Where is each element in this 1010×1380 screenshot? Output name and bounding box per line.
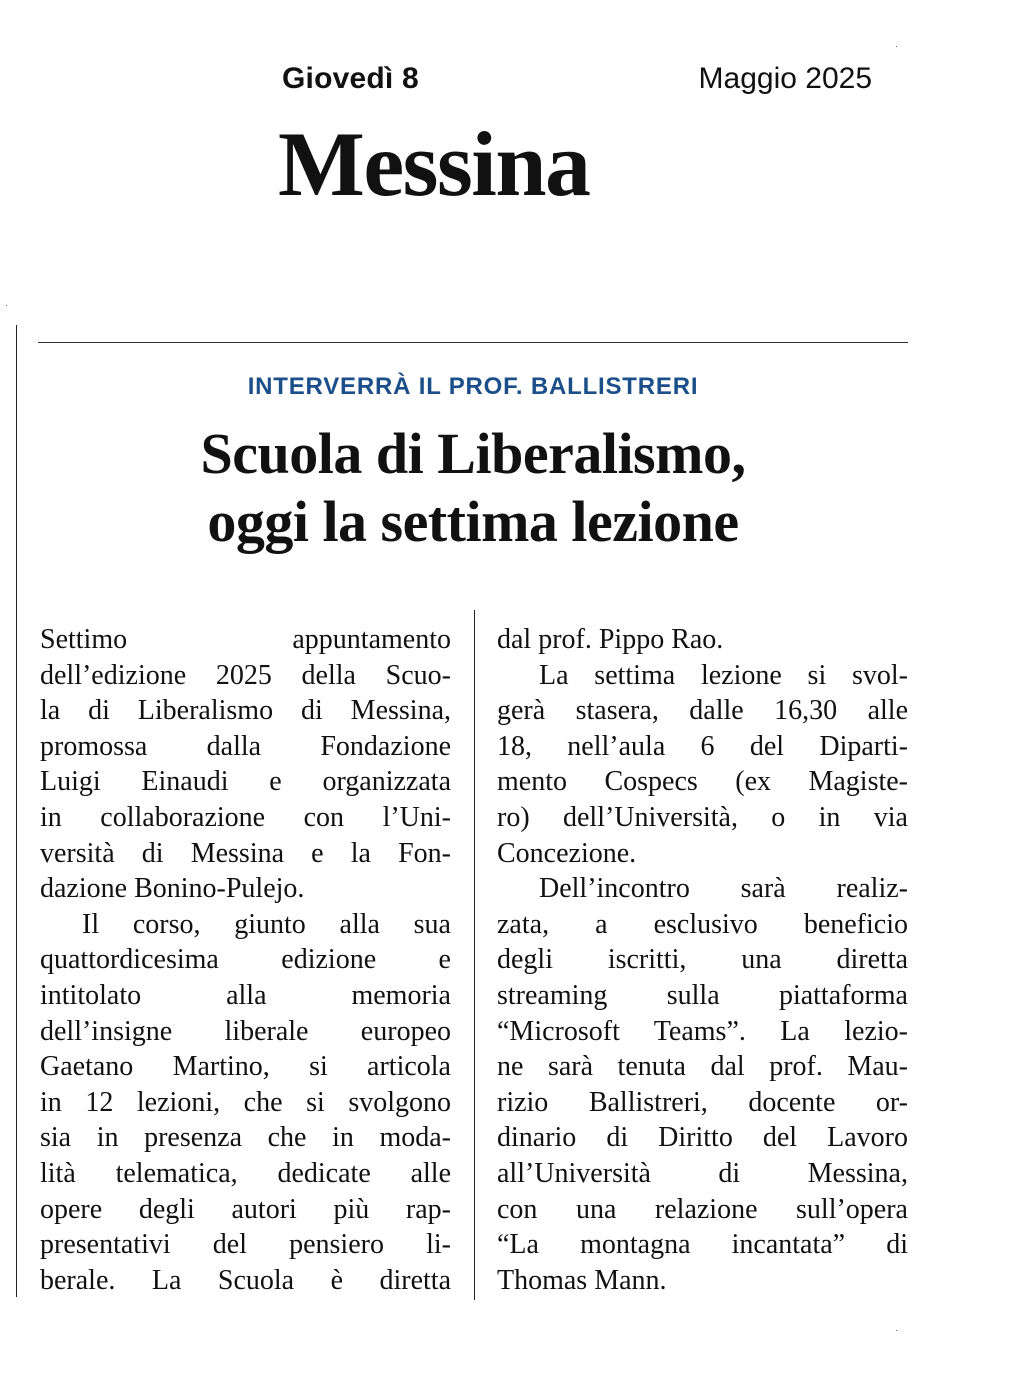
text-line: Gaetano Martino, si articola [40, 1051, 451, 1083]
paragraph [497, 622, 908, 658]
text-line: dell’insigne liberale europeo [40, 1015, 451, 1047]
paragraph [40, 622, 451, 907]
text-line: ro) dell’Università, o in via [497, 801, 908, 833]
text-line: 18, nell’aula 6 del Diparti- [497, 730, 908, 762]
article-kicker: INTERVERRÀ IL PROF. BALLISTRERI [247, 373, 699, 400]
text-line: mento Cospecs (ex Magiste- [497, 766, 908, 798]
text-line: Luigi Einaudi e organizzata [40, 766, 451, 798]
text-line: berale. La Scuola è diretta [40, 1264, 451, 1296]
text-line: “La montagna incantata” di [497, 1229, 908, 1261]
text-line: sia in presenza che in moda- [40, 1122, 451, 1154]
text-line: lità telematica, dedicate alle [40, 1157, 451, 1189]
text-line: promossa dalla Fondazione [40, 730, 451, 762]
article-body-left-column [40, 622, 451, 1298]
crop-mark [896, 1330, 897, 1331]
text-line: Settimo appuntamento [40, 624, 451, 655]
article-headline [0, 420, 946, 556]
paragraph [497, 871, 908, 1298]
section-title: Messina [278, 113, 590, 215]
text-line: presentativi del pensiero li- [40, 1229, 451, 1261]
text-line: ne sarà tenuta dal prof. Mau- [497, 1051, 908, 1083]
text-line: Concezione. [497, 837, 637, 869]
text-line: intitolato alla memoria [40, 979, 451, 1011]
column-divider [474, 610, 475, 1300]
text-line: rizio Ballistreri, docente or- [497, 1086, 908, 1118]
paragraph [40, 907, 451, 1299]
text-line: con una relazione sull’opera [497, 1193, 908, 1225]
text-line: Thomas Mann. [497, 1264, 667, 1296]
text-line: dell’edizione 2025 della Scuo- [40, 659, 451, 691]
text-line: “Microsoft Teams”. La lezio- [497, 1015, 908, 1047]
text-line: dinario di Diritto del Lavoro [497, 1122, 908, 1154]
text-line: La settima lezione si svol- [539, 659, 908, 691]
text-line: Il corso, giunto alla sua [82, 908, 451, 940]
publication-month-year: Maggio 2025 [698, 62, 872, 95]
crop-mark [896, 46, 897, 47]
text-line: in collaborazione con l’Uni- [40, 801, 451, 833]
headline-line: Scuola di Liberalismo, [200, 421, 746, 486]
paragraph [497, 658, 908, 872]
text-line: versità di Messina e la Fon- [40, 837, 451, 869]
text-line: streaming sulla piattaforma [497, 979, 908, 1011]
text-line: dal prof. Pippo Rao. [497, 624, 724, 655]
article-top-rule [38, 342, 908, 343]
crop-mark [6, 305, 7, 306]
text-line: zata, a esclusivo beneficio [497, 908, 908, 940]
text-line: gerà stasera, dalle 16,30 alle [497, 695, 908, 727]
text-line: la di Liberalismo di Messina, [40, 695, 451, 727]
headline-line: oggi la settima lezione [207, 489, 739, 554]
text-line: quattordicesima edizione e [40, 944, 451, 976]
article-body-right-column [497, 622, 908, 1298]
text-line: all’Università di Messina, [497, 1157, 908, 1189]
text-line: dazione Bonino-Pulejo. [40, 873, 305, 905]
text-line: in 12 lezioni, che si svolgono [40, 1086, 451, 1118]
text-line: degli iscritti, una diretta [497, 944, 908, 976]
text-line: Dell’incontro sarà realiz- [539, 873, 908, 905]
publication-day: Giovedì 8 [282, 62, 419, 95]
text-line: opere degli autori più rap- [40, 1193, 451, 1225]
